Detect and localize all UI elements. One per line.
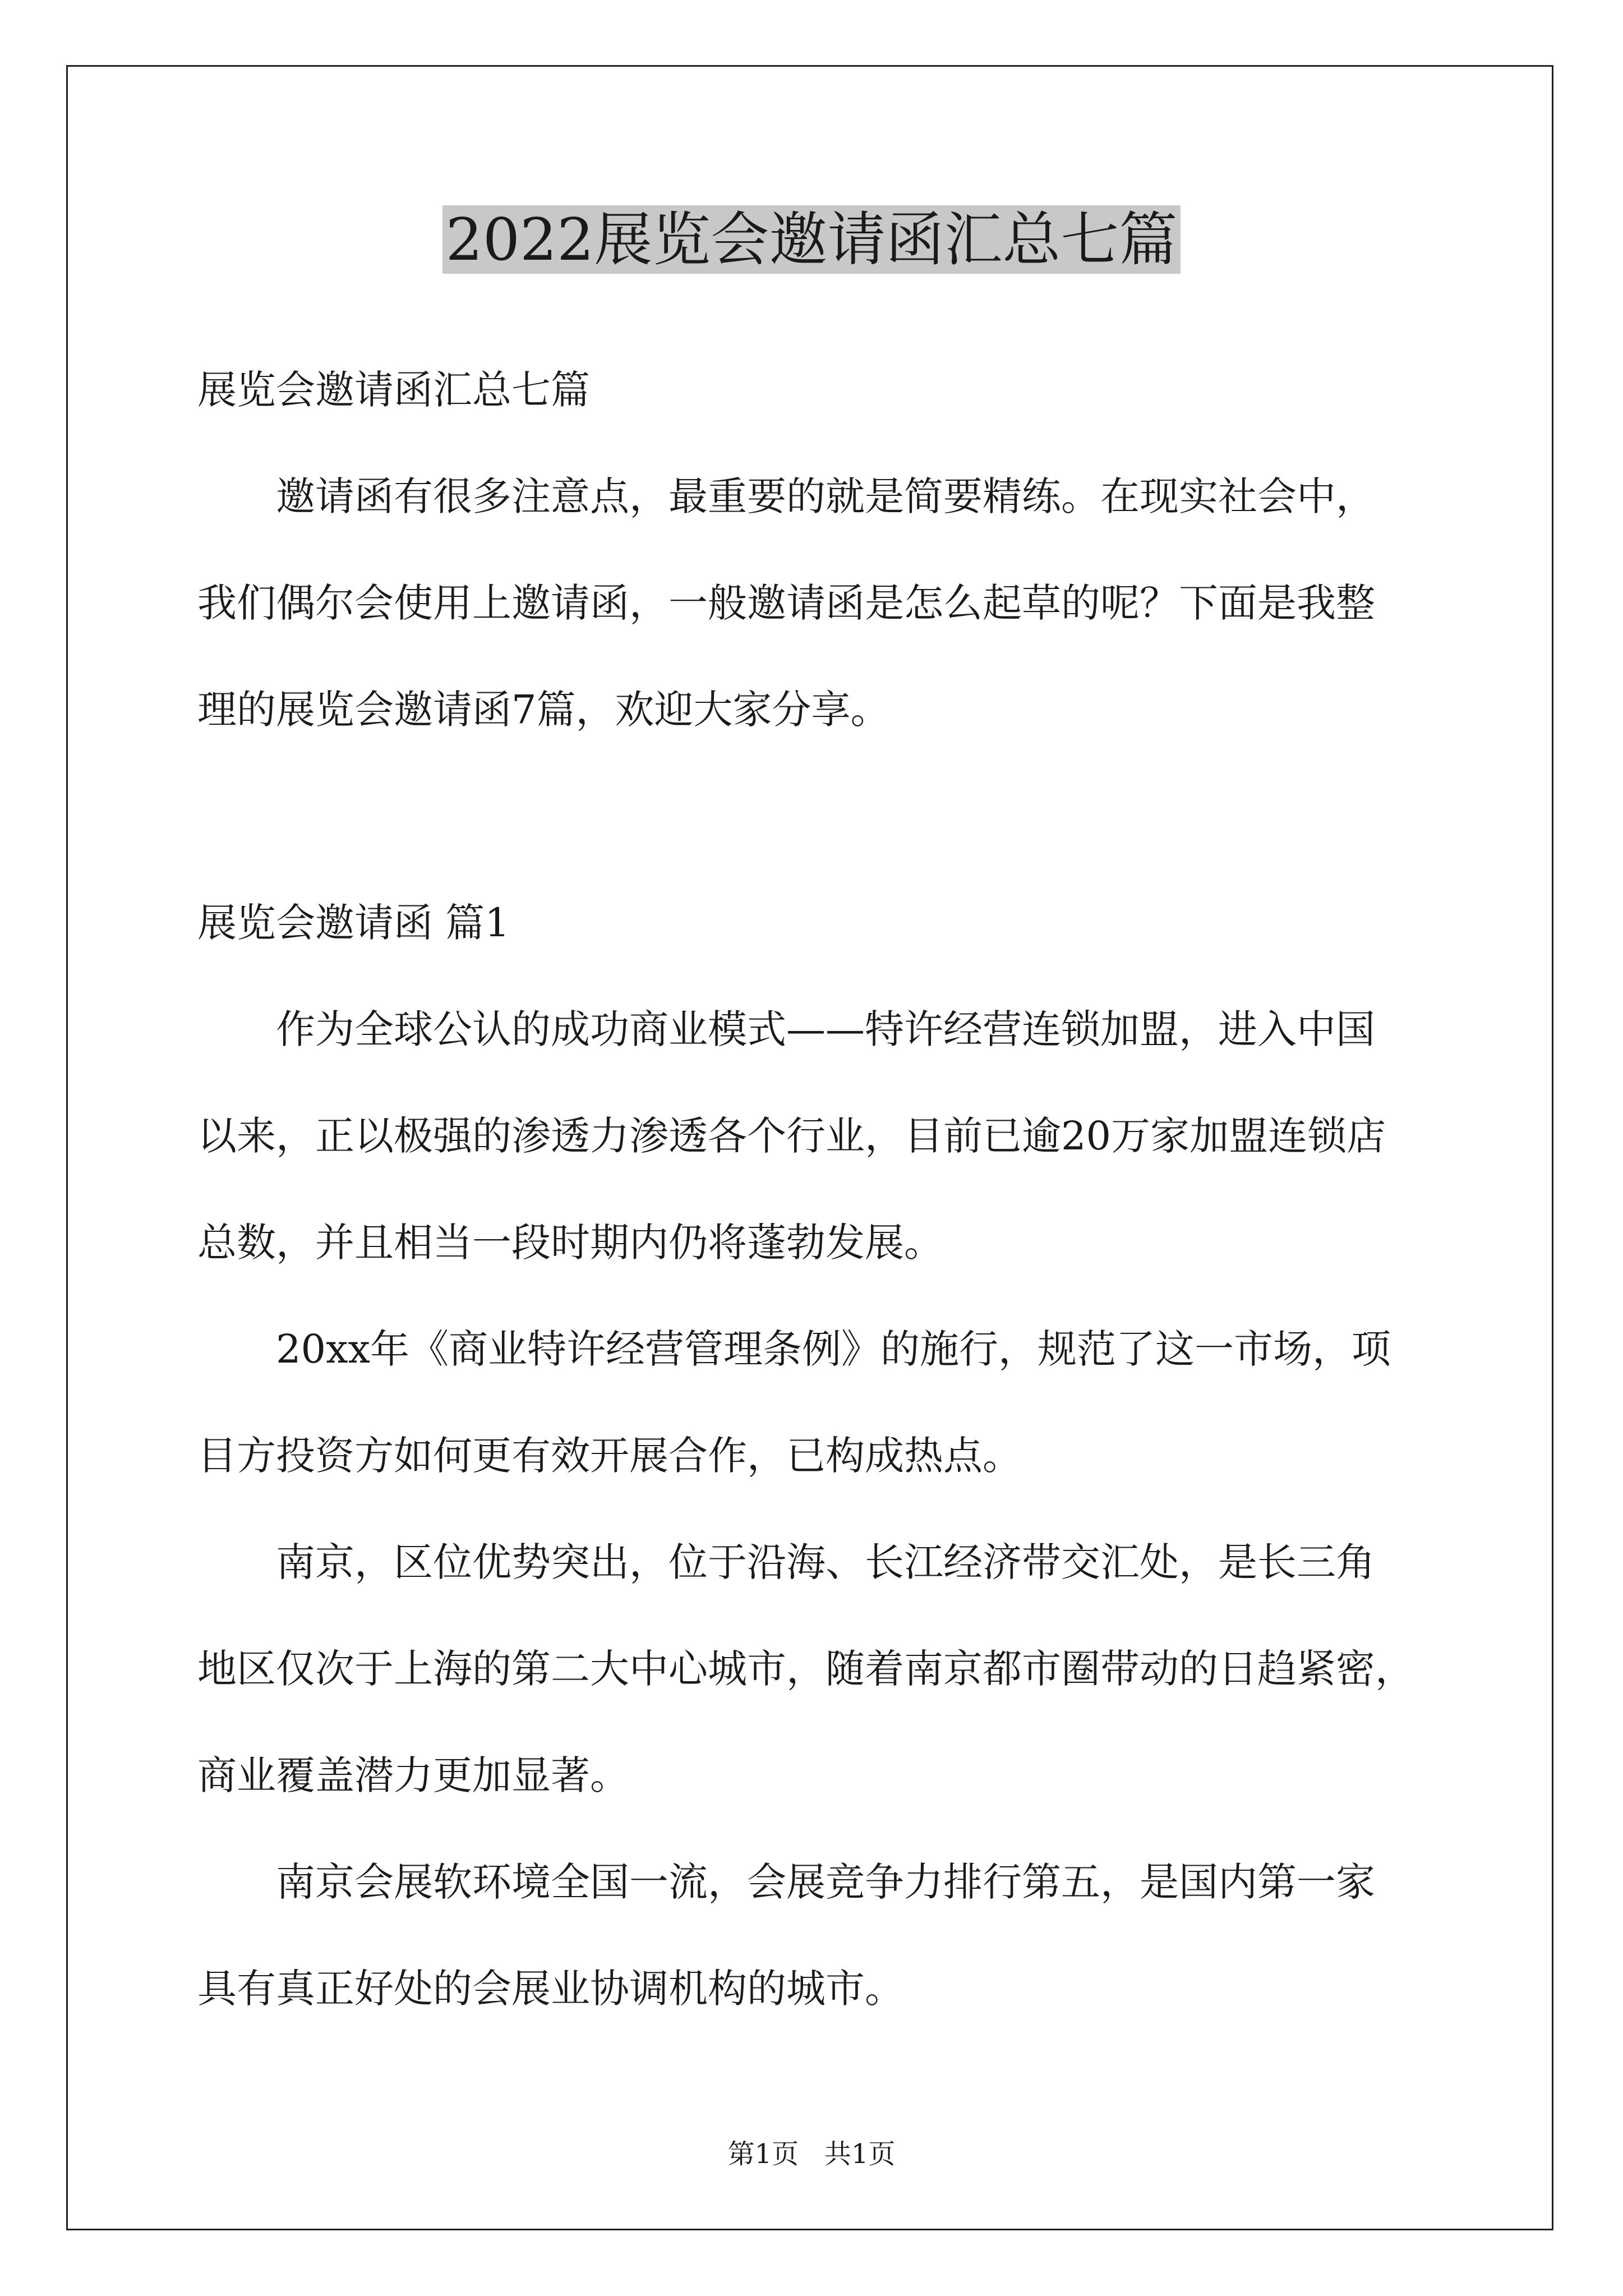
intro-line-2: 我们偶尔会使用上邀请函，一般邀请函是怎么起草的呢？下面是我整 <box>197 580 1375 626</box>
page-footer: 第1页 共1页 <box>727 2138 896 2170</box>
document-title <box>0 197 1623 282</box>
subtitle: 展览会邀请函汇总七篇 <box>197 367 590 413</box>
section-gap <box>197 763 1431 869</box>
document-title-text: 2022展览会邀请函汇总七篇 <box>442 205 1181 274</box>
paragraph-4-line-1: 南京会展软环境全国一流，会展竞争力排行第五，是国内第一家 <box>276 1859 1375 1905</box>
paragraph-2-line-2: 目方投资方如何更有效开展合作，已构成热点。 <box>197 1433 1022 1479</box>
intro-line-3: 理的展览会邀请函7篇，欢迎大家分享。 <box>197 687 890 733</box>
paragraph-3-line-1: 南京，区位优势突出，位于沿海、长江经济带交汇处，是长三角 <box>276 1539 1375 1585</box>
section-heading: 展览会邀请函 篇1 <box>197 900 510 946</box>
document-body <box>197 337 1431 2042</box>
paragraph-1-line-2: 以来，正以极强的渗透力渗透各个行业，目前已逾20万家加盟连锁店 <box>197 1113 1386 1159</box>
intro-line-1: 邀请函有很多注意点，最重要的就是简要精练。在现实社会中， <box>276 473 1375 519</box>
paragraph-3-line-3: 商业覆盖潜力更加显著。 <box>197 1752 629 1798</box>
paragraph-1-line-3: 总数，并且相当一段时期内仍将蓬勃发展。 <box>197 1220 943 1266</box>
paragraph-2-line-1: 20xx年《商业特许经营管理条例》的施行，规范了这一市场，项 <box>276 1326 1391 1372</box>
paragraph-3-line-2: 地区仅次于上海的第二大中心城市，随着南京都市圈带动的日趋紧密， <box>197 1646 1414 1692</box>
paragraph-4-line-2: 具有真正好处的会展业协调机构的城市。 <box>197 1966 904 2012</box>
paragraph-1-line-1: 作为全球公认的成功商业模式——特许经营连锁加盟，进入中国 <box>276 1006 1375 1052</box>
